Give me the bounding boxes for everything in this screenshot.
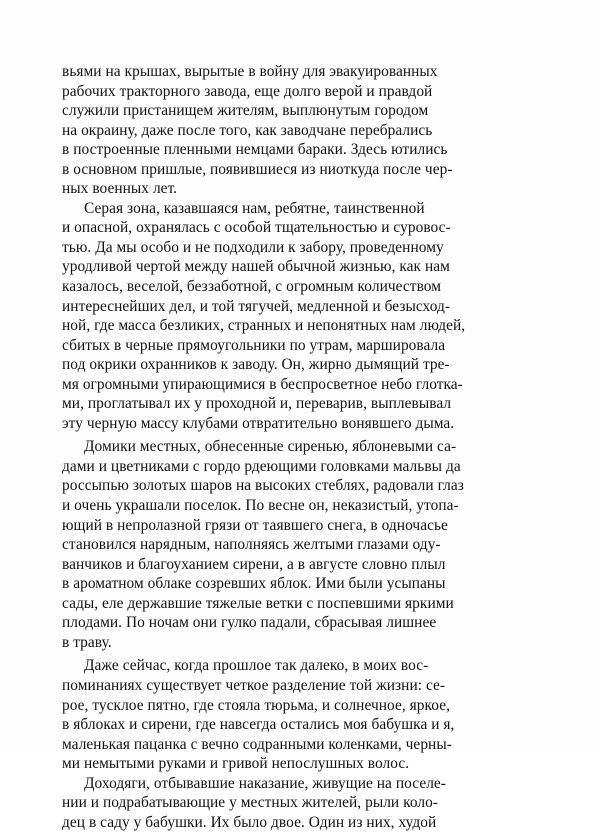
text-line: рабочих тракторного завода, еще долго верой и правдой <box>62 82 433 100</box>
text-line: рое, тусклое пятно, где стояла тюрьма, и солнечное, яркое, <box>62 696 450 714</box>
text-line: сады, еле державшие тяжелые ветки с поспевшими яркими <box>62 594 454 612</box>
text-line: дец в саду у бабушки. Их было двое. Один из них, худой <box>62 813 437 831</box>
text-line: уродливой чертой между нашей обычной жизнью, как нам <box>62 258 450 276</box>
paragraph <box>62 199 548 434</box>
text-line: интереснейших дел, и той тягучей, медленной и безысход- <box>62 297 451 315</box>
text-line: ной, где масса безликих, странных и непонятных нам людей, <box>62 317 466 335</box>
text-line: вьями на крышах, вырытые в войну для эвакуированных <box>62 63 438 80</box>
text-line: ющий в непролазной грязи от таявшего снега, в одночасье <box>62 516 448 534</box>
text-line: дами и цветниками с гордо рдеющими головками мальвы да <box>62 457 461 475</box>
text-line: эту черную массу клубами отвратительно вонявшего дыма. <box>62 414 455 432</box>
text-line: казалось, веселой, беззаботной, с огромным количеством <box>62 278 442 296</box>
text-line: Домики местных, обнесенные сиренью, яблоневыми са- <box>84 438 457 456</box>
text-line: плодами. По ночам они гулко падали, сбрасывая лишнее <box>62 614 437 632</box>
text-line: ми немытыми руками и гривой непослушных волос. <box>62 755 410 773</box>
text-line: тью. Да мы особо и не подходили к забору, проведенному <box>62 238 444 256</box>
text-line: поминаниях существует четкое разделение той жизни: се- <box>62 676 446 694</box>
text-line: служили пристанищем жителям, выплюнутым городом <box>62 102 429 120</box>
text-line: мя огромными упирающимися в беспросветное небо глотка- <box>62 375 463 393</box>
text-line: в траву. <box>62 633 112 651</box>
paragraph <box>62 62 548 199</box>
paragraph <box>62 774 548 832</box>
text-line: сбитых в черные прямоугольники по утрам, маршировала <box>62 336 446 354</box>
paragraph <box>62 656 548 773</box>
text-line: ных военных лет. <box>62 180 178 198</box>
text-line: Доходяги, отбывавшие наказание, живущие на поселе- <box>84 774 446 792</box>
text-line: становился нарядным, наполняясь желтыми глазами оду- <box>62 536 441 554</box>
text-line: в построенные пленными немцами бараки. Здесь ютились <box>62 141 448 159</box>
text-line: россыпью золотых шаров на высоких стеблях, радовали глаз <box>62 477 464 495</box>
text-line: в ароматном облаке созревших яблок. Ими были усыпаны <box>62 575 446 593</box>
text-line: в основном пришлые, появившиеся из ниоткуда после чер- <box>62 160 453 178</box>
text-line: и опасной, охранялась с особой тщательностью и суровос- <box>62 219 451 237</box>
text-line: маленькая пацанка с вечно содранными коленками, черны- <box>62 735 452 753</box>
text-line: нии и подрабатывающие у местных жителей, рыли коло- <box>62 794 439 812</box>
text-line: Даже сейчас, когда прошлое так далеко, в моих вос- <box>84 657 429 675</box>
text-line: под окрики охранников к заводу. Он, жирно дымящий тре- <box>62 356 450 374</box>
text-line: Серая зона, казавшаяся нам, ребятне, таинственной <box>84 199 425 217</box>
paragraph <box>62 437 548 652</box>
text-line: и очень украшали поселок. По весне он, неказистый, утопа- <box>62 497 459 515</box>
text-line: ми, проглатывал их у проходной и, переварив, выплевывал <box>62 395 452 413</box>
page-text <box>62 62 548 832</box>
text-line: ванчиков и благоуханием сирени, а в августе словно плыл <box>62 555 446 573</box>
text-line: на окраину, даже после того, как заводчане перебрались <box>62 121 433 139</box>
text-line: в яблоках и сирени, где навсегда остались моя бабушка и я, <box>62 716 455 734</box>
